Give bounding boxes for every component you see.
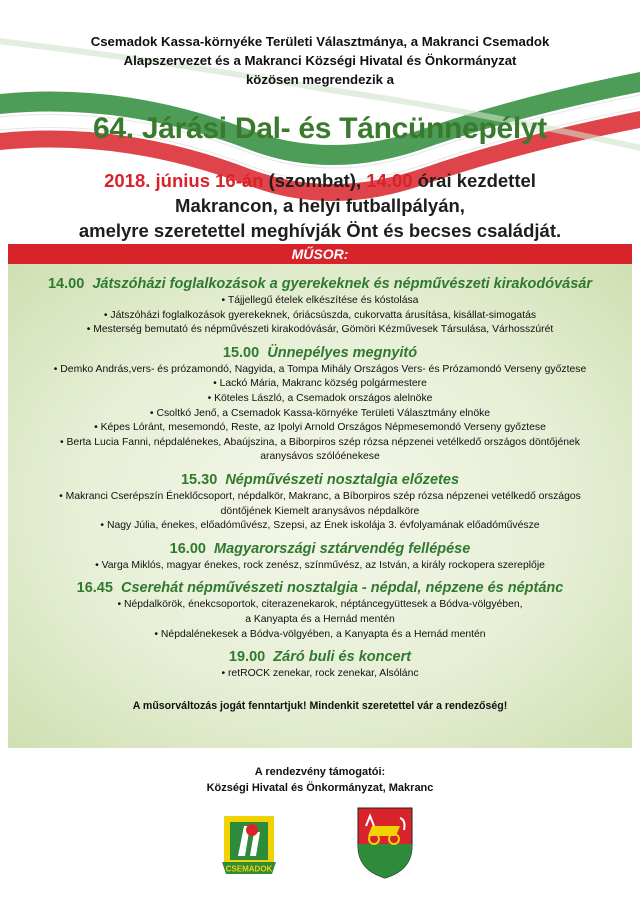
organizers-header	[0, 32, 640, 89]
supporters-name: Községi Hivatal és Önkormányzat, Makranc	[206, 782, 434, 794]
program-item: döntőjének Kiemelt aranysávos népdalköre	[220, 505, 420, 517]
header-line-3: közösen megrendezik a	[245, 72, 395, 87]
program-item: • Népdalénekesek a Bódva-völgyében, a Kanyapta és a Hernád mentén	[154, 628, 486, 640]
program-section-title: Magyarországi sztárvendég fellépése	[214, 540, 471, 557]
program-section-time: 15.30	[180, 471, 218, 488]
program-section-title: Játszóházi foglalkozások a gyerekeknek és népművészeti kirakodóvásár	[92, 276, 593, 292]
event-time: 14.00	[366, 170, 413, 191]
header-line-1: Csemadok Kassa-környéke Területi Választmánya, a Makranci Csemadok	[90, 34, 550, 49]
program-section-heading	[8, 343, 632, 363]
program-panel	[8, 264, 632, 748]
makranc-coat-of-arms	[356, 806, 414, 880]
program-section-time: 15.00	[222, 344, 260, 361]
program-item: • Csoltkó Jenő, a Csemadok Kassa-környéke Területi Választmány elnöke	[149, 407, 491, 419]
program-section-time: 16.00	[169, 540, 206, 557]
event-title: 64. Járási Dal- és Táncünnepélyt	[93, 112, 547, 145]
program-list	[8, 272, 632, 712]
program-section-heading	[8, 274, 632, 294]
program-item: • Tájjellegű ételek elkészítése és kóstolása	[221, 295, 419, 306]
event-location: Makrancon, a helyi futballpályán,	[175, 195, 465, 216]
program-item: • Varga Miklós, magyar énekes, rock zenész, színművész, az István, a király rockopera szereplője	[95, 559, 545, 571]
program-section-heading	[8, 539, 632, 559]
supporters-label: A rendezvény támogatói:	[254, 766, 386, 778]
event-time-suffix: órai kezdettel	[417, 170, 536, 191]
program-section-time: 16.45	[76, 580, 113, 597]
header-line-2: Alapszervezet és a Makranci Községi Hivatal és Önkormányzat	[123, 53, 517, 68]
program-item: aranysávos szólóénekese	[260, 451, 380, 463]
program-item: • Demko András,vers- és prózamondó, Nagyida, a Tompa Mihály Országos Vers- és Prózamondó Verseny győztese	[53, 363, 587, 375]
program-section-heading	[8, 647, 632, 667]
event-day: (szombat),	[268, 170, 362, 191]
supporters	[0, 764, 640, 796]
program-item: • Makranci Cserépszín Éneklőcsoport, népdalkör, Makranc, a Bíborpiros szép rózsa népzenei vetélkedő országos	[59, 490, 581, 502]
program-section-title: Záró buli és koncert	[273, 649, 412, 666]
program-label: MŰSOR:	[8, 244, 632, 264]
program-item: • Berta Lucia Fanni, népdalénekes, Abaújszina, a Biborpiros szép rózsa népzenei vetélkedő országos döntőjének	[59, 436, 581, 448]
invitation-line: amelyre szeretettel meghívják Önt és becses családját.	[78, 220, 562, 241]
program-section-time: 19.00	[228, 649, 266, 666]
program-section-heading	[8, 578, 632, 598]
program-item: • Játszóházi foglalkozások gyerekeknek, óriácsúszda, cukorvatta árusítása, kisállat-simogatás	[103, 309, 537, 321]
program-item: • Nagy Júlia, énekes, előadóművész, Szepsi, az Ének iskolája 3. évfolyamának előadóművésze	[100, 520, 540, 532]
program-item: a Kanyapta és a Hernád mentén	[245, 613, 395, 625]
closing-note: A műsorváltozás jogát fenntartjuk! Mindenkit szeretettel vár a rendezőség!	[132, 699, 508, 712]
program-section-title: Népművészeti nosztalgia előzetes	[225, 471, 460, 488]
csemadok-logo-text: CSEMADOK	[225, 864, 273, 874]
program-item: • Köteles László, a Csemadok országos alelnöke	[207, 392, 433, 404]
program-item: • Mesterség bemutató és népművészeti kirakodóvásár, Gömöri Kézművesek Társulása, Várhosszúrét	[86, 324, 554, 336]
date-location-block	[0, 168, 640, 243]
program-item: • retROCK zenekar, rock zenekar, Alsólánc	[221, 668, 419, 680]
program-item: • Képes Lóránt, mesemondó, Reste, az Ipolyi Arnold Országos Népmesemondó Verseny győztese	[94, 422, 546, 434]
program-section-title: Ünnepélyes megnyitó	[267, 344, 418, 361]
program-item: • Népdalkörök, énekcsoportok, citerazenekarok, néptáncegyüttesek a Bódva-völgyében,	[117, 599, 523, 611]
csemadok-logo	[214, 812, 284, 882]
program-section-heading	[8, 470, 632, 490]
program-item: • Lackó Mária, Makranc község polgármestere	[213, 378, 427, 390]
event-date: 2018. június 16-án	[104, 170, 264, 191]
program-section-time: 14.00	[47, 276, 85, 292]
program-section-title: Cserehát népművészeti nosztalgia - népdal, népzene és néptánc	[120, 580, 564, 597]
